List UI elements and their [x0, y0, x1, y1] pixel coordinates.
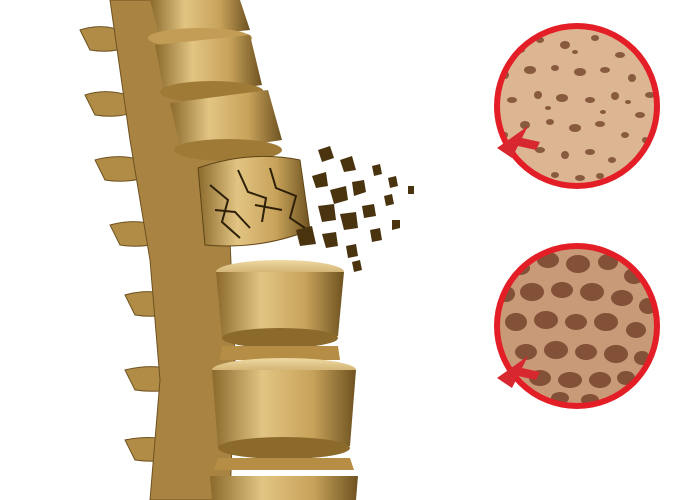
spine-illustration [80, 0, 414, 500]
bone-density-inset [497, 26, 657, 186]
bone-fragments [296, 146, 414, 272]
intervertebral-disc [220, 346, 340, 360]
lower-vertebra [210, 260, 358, 500]
porous-bone-inset [497, 246, 657, 406]
